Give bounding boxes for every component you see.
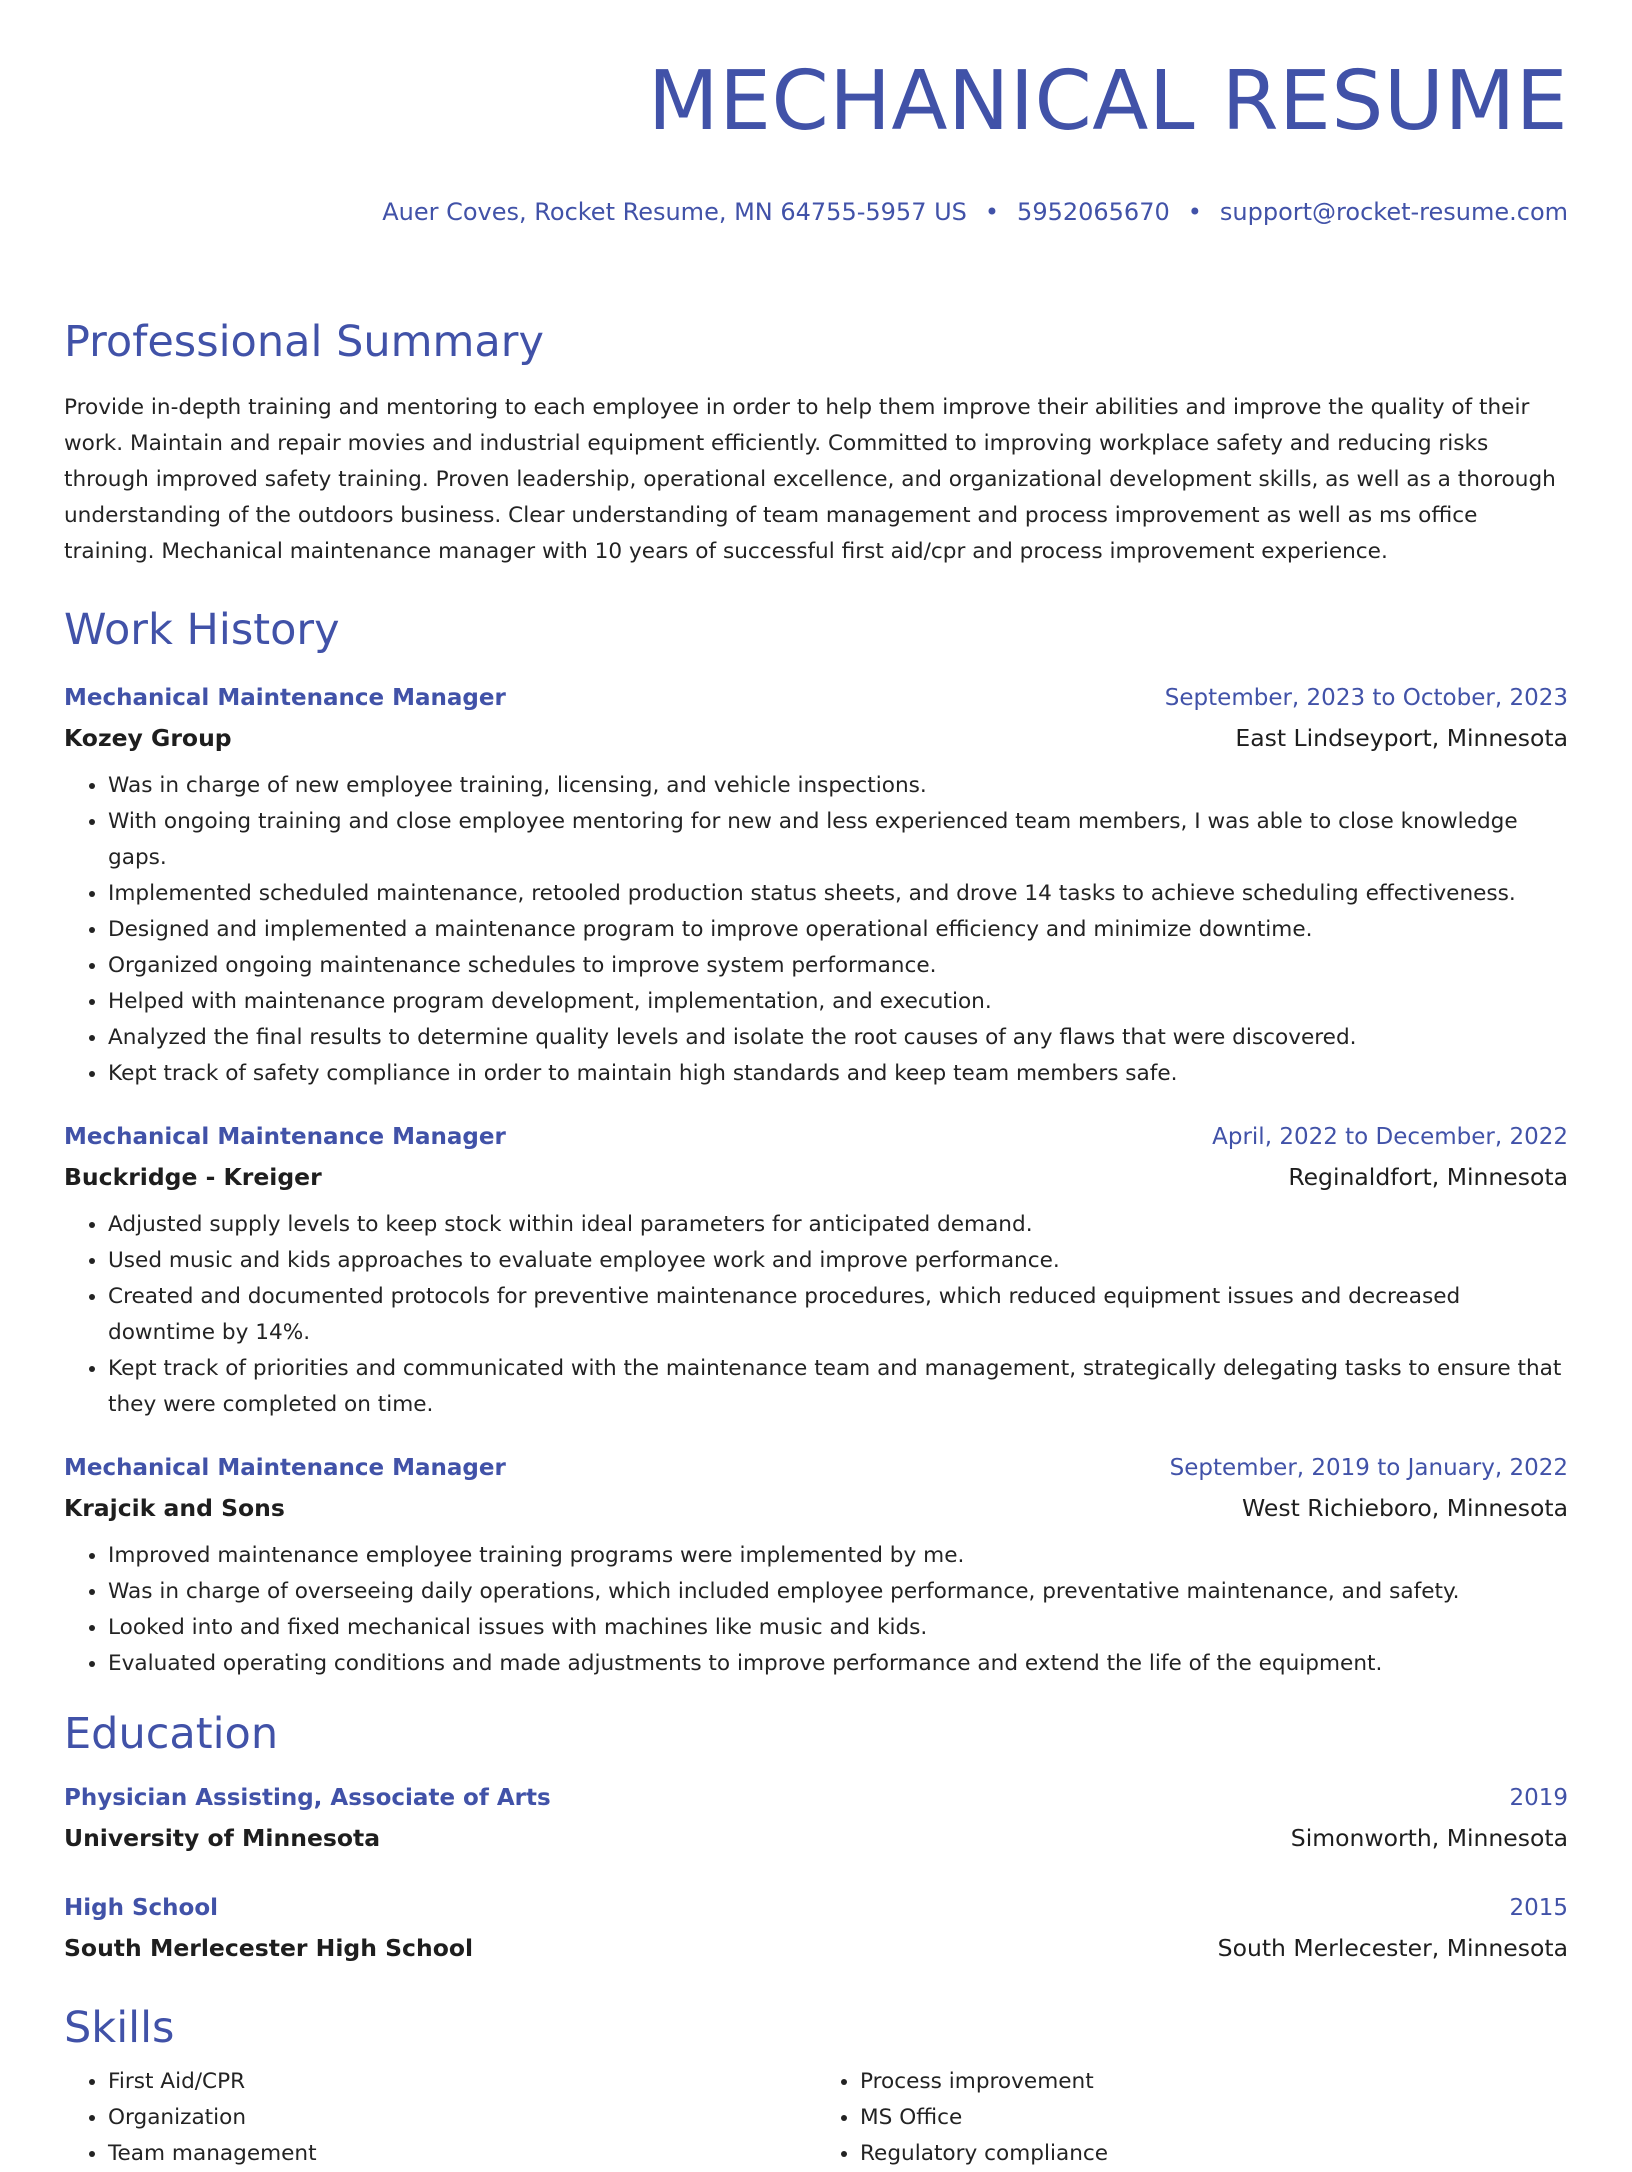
section-title-work-history: Work History — [64, 605, 340, 655]
skill-item: • Team management — [108, 2136, 816, 2172]
summary-section — [64, 312, 1568, 570]
skill-item: • First Aid/CPR — [108, 2064, 816, 2100]
job-bullets — [64, 1207, 1568, 1423]
job-company: Kozey Group — [64, 724, 232, 752]
skill-item: • Regulatory compliance — [860, 2136, 1568, 2172]
section-title-skills: Skills — [64, 2003, 175, 2053]
list-item: • Adjusted supply levels to keep stock within ideal parameters for anticipated demand. — [108, 1207, 1568, 1243]
contact-separator: • — [1187, 198, 1202, 226]
list-item: • Looked into and fixed mechanical issues with machines like music and kids. — [108, 1610, 1568, 1646]
education-location: South Merlecester, Minnesota — [1217, 1934, 1568, 1962]
resume-header — [64, 0, 1568, 228]
job-title: Mechanical Maintenance Manager — [64, 1124, 506, 1150]
education-degree: Physician Assisting, Associate of Arts — [64, 1785, 551, 1811]
education-year: 2019 — [1509, 1785, 1568, 1811]
skill-item: • Process improvement — [860, 2064, 1568, 2100]
contact-email[interactable]: support@rocket-resume.com — [1219, 198, 1568, 226]
job-entry — [64, 1448, 1568, 1682]
section-title-education: Education — [64, 1709, 279, 1759]
job-company: Krajcik and Sons — [64, 1494, 285, 1522]
skills-column-right — [816, 2064, 1568, 2172]
list-item: • With ongoing training and close employee mentoring for new and less experienced team members, I was able to close knowledge gaps. — [108, 804, 1568, 876]
list-item: • Implemented scheduled maintenance, retooled production status sheets, and drove 14 tasks to achieve scheduling effectiveness. — [108, 876, 1568, 912]
list-item: • Kept track of safety compliance in order to maintain high standards and keep team members safe. — [108, 1056, 1568, 1092]
education-entry — [64, 1778, 1568, 1858]
job-location: West Richieboro, Minnesota — [1242, 1494, 1568, 1522]
list-item: • Helped with maintenance program development, implementation, and execution. — [108, 984, 1568, 1020]
skill-item: • Organization — [108, 2100, 816, 2136]
education-school: South Merlecester High School — [64, 1934, 474, 1962]
skills-section — [64, 1998, 1568, 2172]
education-school: University of Minnesota — [64, 1824, 381, 1852]
list-item: • Organized ongoing maintenance schedules to improve system performance. — [108, 948, 1568, 984]
job-bullets — [64, 768, 1568, 1092]
list-item: • Was in charge of overseeing daily operations, which included employee performance, preventative maintenance, and safety. — [108, 1574, 1568, 1610]
education-section — [64, 1704, 1568, 1968]
list-item: • Analyzed the final results to determine quality levels and isolate the root causes of any flaws that were discovered. — [108, 1020, 1568, 1056]
job-bullets — [64, 1538, 1568, 1682]
job-dates: September, 2023 to October, 2023 — [1164, 685, 1568, 711]
job-title: Mechanical Maintenance Manager — [64, 685, 506, 711]
resume-name: MECHANICAL RESUME — [647, 54, 1568, 149]
list-item: • Evaluated operating conditions and made adjustments to improve performance and extend the life of the equipment. — [108, 1646, 1568, 1682]
contact-separator: • — [984, 198, 1000, 226]
education-location: Simonworth, Minnesota — [1290, 1824, 1568, 1852]
skills-column-left — [64, 2064, 816, 2172]
job-dates: September, 2019 to January, 2022 — [1169, 1455, 1568, 1481]
education-year: 2015 — [1509, 1895, 1568, 1921]
contact-phone: 5952065670 — [1017, 198, 1170, 226]
job-entry — [64, 678, 1568, 1092]
list-item: • Kept track of priorities and communicated with the maintenance team and management, strategically delegating tasks to ensure that they were completed on time. — [108, 1351, 1568, 1423]
job-entry — [64, 1117, 1568, 1423]
skill-item: • MS Office — [860, 2100, 1568, 2136]
list-item: • Was in charge of new employee training, licensing, and vehicle inspections. — [108, 768, 1568, 804]
education-entry — [64, 1888, 1568, 1968]
job-title: Mechanical Maintenance Manager — [64, 1455, 506, 1481]
work-history-section — [64, 600, 1568, 1682]
contact-address: Auer Coves, Rocket Resume, MN 64755-5957 US — [382, 198, 967, 226]
job-dates: April, 2022 to December, 2022 — [1212, 1124, 1568, 1150]
section-title-summary: Professional Summary — [64, 317, 544, 367]
summary-text: Provide in-depth training and mentoring to each employee in order to help them improve their abilities and improve the quality of their work. Maintain and repair movies and industrial equipment efficiently. Committed to improving workplace safety and reducing risks through improved safety training. Proven leadership, operational excellence, and organizational development skills, as well as a thorough understanding of the outdoors business. Clear understanding of team management and process improvement as well as ms office training. Mechanical maintenance manager with 10 years of successful first aid/cpr and process improvement experience. — [64, 395, 1556, 564]
list-item: • Designed and implemented a maintenance program to improve operational efficiency and minimize downtime. — [108, 912, 1568, 948]
list-item: • Improved maintenance employee training programs were implemented by me. — [108, 1538, 1568, 1574]
list-item: • Created and documented protocols for preventive maintenance procedures, which reduced equipment issues and decreased downtime by 14%. — [108, 1279, 1568, 1351]
job-location: Reginaldfort, Minnesota — [1288, 1163, 1568, 1191]
job-company: Buckridge - Kreiger — [64, 1163, 322, 1191]
education-degree: High School — [64, 1895, 219, 1921]
job-location: East Lindseyport, Minnesota — [1235, 724, 1568, 752]
list-item: • Used music and kids approaches to evaluate employee work and improve performance. — [108, 1243, 1568, 1279]
skills-list — [64, 2064, 1568, 2172]
